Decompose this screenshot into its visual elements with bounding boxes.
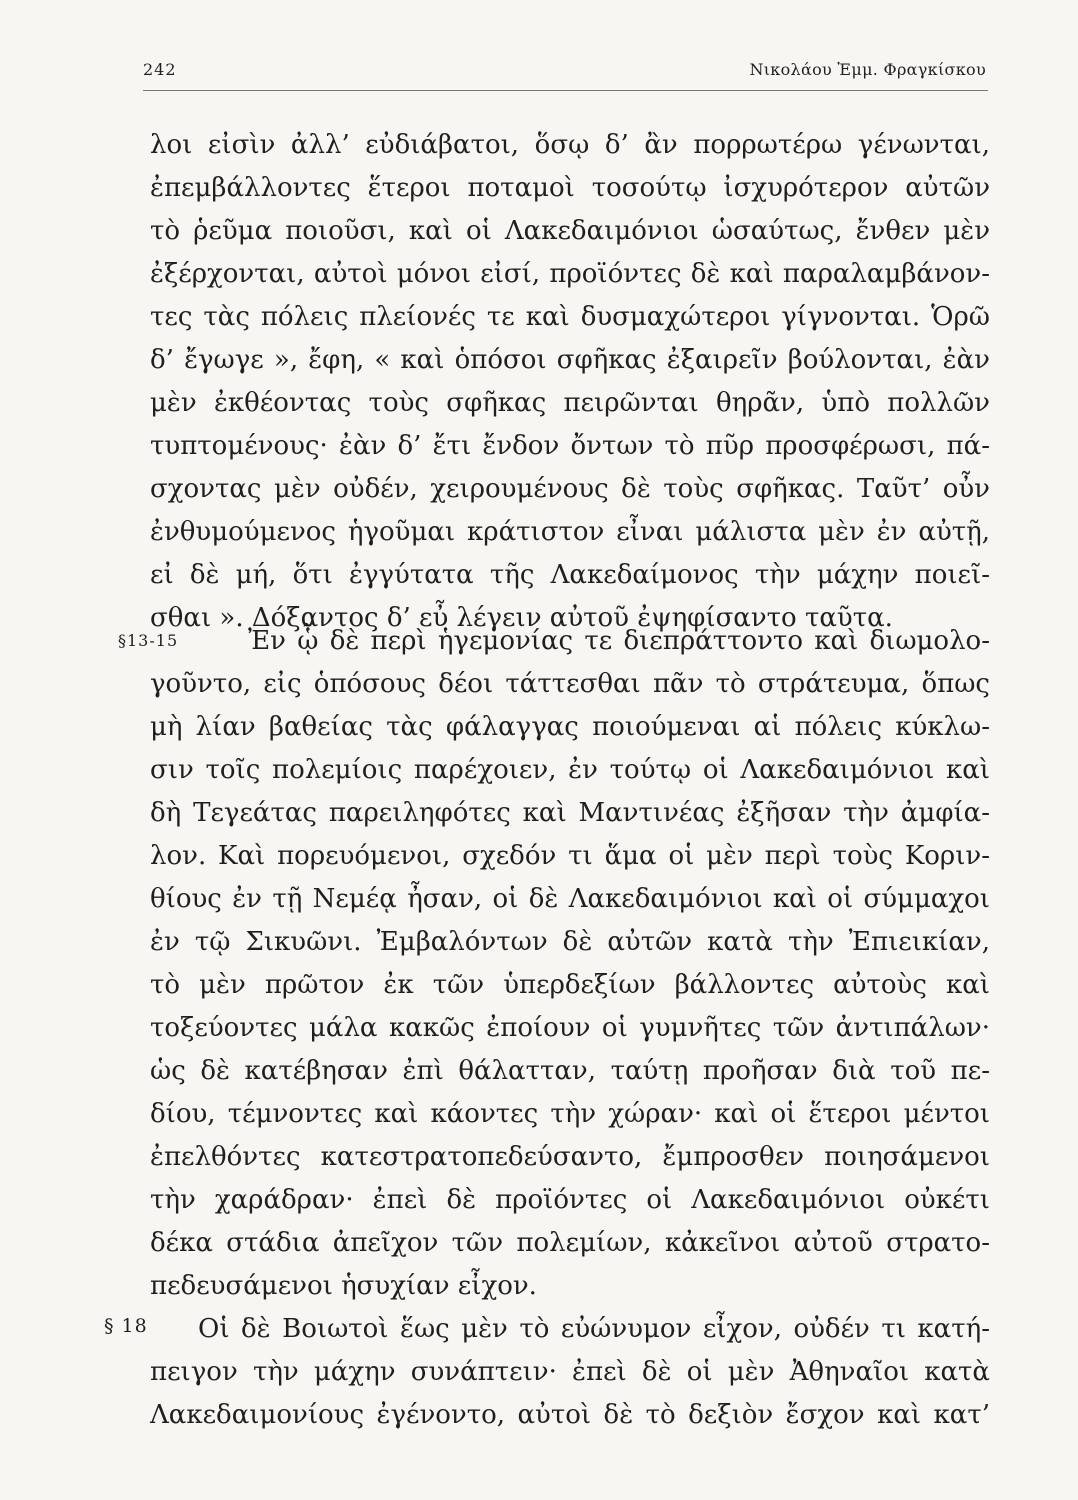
margin-reference: §13-15 xyxy=(118,631,179,650)
text-line: τὸ ῥεῦμα ποιοῦσι, καὶ οἱ Λακεδαιμόνιοι ὡσαύτως, ἔνθεν μὲν xyxy=(150,216,990,246)
margin-reference: § 18 xyxy=(104,1315,148,1337)
text-line: τοξεύοντες μάλα κακῶς ἐποίουν οἱ γυμνῆτες τῶν ἀντιπάλων· xyxy=(150,1013,990,1043)
text-line: λον. Καὶ πορευόμενοι, σχεδόν τι ἅμα οἱ μὲν περὶ τοὺς Κοριν- xyxy=(150,841,990,871)
text-line: θίους ἐν τῇ Νεμέᾳ ἦσαν, οἱ δὲ Λακεδαιμόνιοι καὶ οἱ σύμμαχοι xyxy=(150,884,990,914)
text-line: ἐπεμβάλλοντες ἕτεροι ποταμοὶ τοσούτῳ ἰσχυρότερον αὐτῶν xyxy=(150,173,990,203)
text-line: ἐν τῷ Σικυῶνι. Ἐμβαλόντων δὲ αὐτῶν κατὰ τὴν Ἐπιεικίαν, xyxy=(150,927,990,957)
text-line: τὸ μὲν πρῶτον ἐκ τῶν ὑπερδεξίων βάλλοντες αὐτοὺς καὶ xyxy=(150,970,990,1000)
text-line: δ’ ἔγωγε », ἔφη, « καὶ ὁπόσοι σφῆκας ἐξαιρεῖν βούλονται, ἐὰν xyxy=(150,345,990,375)
text-line: μὲν ἐκθέοντας τοὺς σφῆκας πειρῶνται θηρᾶν, ὑπὸ πολλῶν xyxy=(150,388,990,418)
text-line: πεδευσάμενοι ἡσυχίαν εἶχον. xyxy=(150,1271,537,1301)
text-line: δέκα στάδια ἀπεῖχον τῶν πολεμίων, κἀκεῖνοι αὐτοῦ στρατο- xyxy=(150,1228,990,1258)
running-title: Νικολάου Ἐμμ. Φραγκίσκου xyxy=(749,60,986,79)
text-line: γοῦντο, εἰς ὁπόσους δέοι τάττεσθαι πᾶν τὸ στράτευμα, ὅπως xyxy=(150,669,990,699)
text-line: ἐπελθόντες κατεστρατοπεδεύσαντο, ἔμπροσθεν ποιησάμενοι xyxy=(150,1142,990,1172)
text-line: σιν τοῖς πολεμίοις παρέχοιεν, ἐν τούτῳ οἱ Λακεδαιμόνιοι καὶ xyxy=(150,755,990,785)
text-line: ἐνθυμούμενος ἡγοῦμαι κράτιστον εἶναι μάλιστα μὲν ἐν αὐτῇ, xyxy=(150,517,990,547)
text-line: ἐξέρχονται, αὐτοὶ μόνοι εἰσί, προϊόντες δὲ καὶ παραλαμβάνον- xyxy=(150,259,990,289)
text-line: τὴν χαράδραν· ἐπεὶ δὲ προϊόντες οἱ Λακεδαιμόνιοι οὐκέτι xyxy=(150,1185,990,1215)
text-line: ὡς δὲ κατέβησαν ἐπὶ θάλατταν, ταύτῃ προῆσαν διὰ τοῦ πε- xyxy=(150,1056,990,1086)
text-line: Ἐν ᾧ δὲ περὶ ἡγεμονίας τε διεπράττοντο καὶ διωμολο- xyxy=(248,626,990,656)
text-line: σθαι ». Δόξαντος δ’ εὖ λέγειν αὐτοῦ ἐψηφίσαντο ταῦτα. xyxy=(150,603,893,633)
running-header xyxy=(143,56,988,91)
text-line: σχοντας μὲν οὐδέν, χειρουμένους δὲ τοὺς σφῆκας. Ταῦτ’ οὖν xyxy=(150,474,990,504)
page-number: 242 xyxy=(143,60,177,79)
text-line: λοι εἰσὶν ἀλλ’ εὐδιάβατοι, ὅσῳ δ’ ἂν πορρωτέρω γένωνται, xyxy=(150,130,990,160)
text-line: Οἱ δὲ Βοιωτοὶ ἕως μὲν τὸ εὐώνυμον εἶχον, οὐδέν τι κατή- xyxy=(198,1314,990,1344)
text-line: τυπτομένους· ἐὰν δ’ ἔτι ἔνδον ὄντων τὸ πῦρ προσφέρωσι, πά- xyxy=(150,431,990,461)
text-line: δίου, τέμνοντες καὶ κάοντες τὴν χώραν· καὶ οἱ ἕτεροι μέντοι xyxy=(150,1099,990,1129)
text-line: μὴ λίαν βαθείας τὰς φάλαγγας ποιούμεναι αἱ πόλεις κύκλω- xyxy=(150,712,990,742)
text-line: τες τὰς πόλεις πλείονές τε καὶ δυσμαχώτεροι γίγνονται. Ὁρῶ xyxy=(150,302,990,332)
text-line: δὴ Τεγεάτας παρειληφότες καὶ Μαντινέας ἐξῆσαν τὴν ἀμφία- xyxy=(150,798,990,828)
text-line: εἰ δὲ μή, ὅτι ἐγγύτατα τῆς Λακεδαίμονος τὴν μάχην ποιεῖ- xyxy=(150,560,990,590)
text-line: πειγον τὴν μάχην συνάπτειν· ἐπεὶ δὲ οἱ μὲν Ἀθηναῖοι κατὰ xyxy=(150,1357,990,1387)
text-line: Λακεδαιμονίους ἐγένοντο, αὐτοὶ δὲ τὸ δεξιὸν ἔσχον καὶ κατ’ xyxy=(150,1400,990,1430)
